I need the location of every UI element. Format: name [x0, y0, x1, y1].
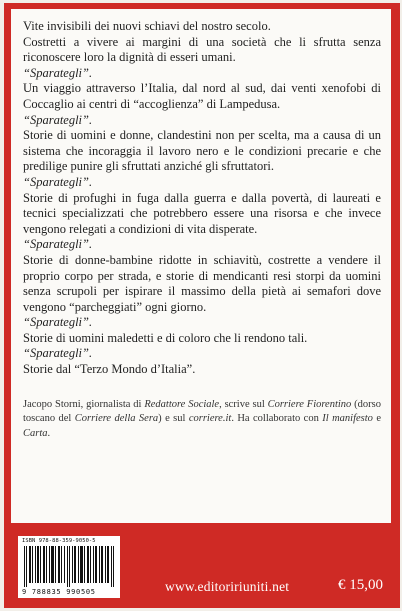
refrain-3: “Sparategli”.: [23, 174, 93, 189]
author-bio-text-5: . Ha collaborato con: [231, 413, 323, 425]
publication-il-manifesto: Il manifesto: [322, 413, 373, 425]
publication-redattore-sociale: Redattore Sociale: [144, 398, 220, 410]
refrain-4: “Sparategli”.: [23, 237, 93, 252]
refrain-1: “Sparategli”.: [23, 65, 93, 80]
barcode-icon: [22, 546, 116, 587]
blurb-panel: [11, 9, 391, 523]
publication-carta: Carta: [23, 427, 48, 439]
author-bio-text-3: (dorso toscano del: [23, 398, 381, 425]
author-name: Jacopo Storni: [23, 398, 81, 410]
blurb-paragraph-1: Vite invisibili dei nuovi schiavi del nostro secolo.: [23, 19, 271, 33]
blurb-paragraph-8: Storie dal “Terzo Mondo d’Italia”.: [23, 362, 196, 377]
author-bio: [23, 398, 381, 442]
isbn-label: ISBN 978-88-359-9050-5: [22, 538, 96, 544]
blurb-text: [23, 19, 381, 378]
blurb-paragraph-2: Costretti a vivere ai margini di una società che li sfrutta senza riconoscere loro la dignità di esseri umani.: [23, 34, 381, 65]
blurb-paragraph-5: Storie di profughi in fuga dalla guerra e dalla povertà, di laureati e tecnici specializzati che potrebbero essere una risorsa e che invece vengono relegati a condizioni di vita disperate.: [23, 190, 381, 236]
isbn-barcode: [18, 536, 120, 598]
refrain-2: “Sparategli”.: [23, 112, 93, 127]
refrain-5: “Sparategli”.: [23, 315, 93, 330]
refrain-6: “Sparategli”.: [23, 346, 93, 361]
barcode-digits: 9 788835 990505: [22, 588, 96, 596]
publication-corriere-della-sera: Corriere della Sera: [74, 413, 159, 425]
blurb-paragraph-6: Storie di donne-bambine ridotte in schiavitù, costrette a vendere il proprio corpo per strada, e storie di mendicanti resi storpi da uomini senza scrupoli per ispirare il massimo della pietà ai semafori dove vengono “parcheggiati” ogni giorno.: [23, 252, 381, 314]
author-bio-text-1: , giornalista di: [80, 398, 145, 410]
author-bio-text-7: .: [47, 427, 51, 439]
publication-corriere-it: corriere.it: [188, 413, 232, 425]
publisher-website: www.editoririuniti.net: [165, 579, 290, 594]
publication-corriere-fiorentino: Corriere Fiorentino: [267, 398, 352, 410]
author-bio-text-4: ) e sul: [158, 413, 189, 425]
blurb-paragraph-3: Un viaggio attraverso l’Italia, dal nord al sud, dai venti xenofobi di Coccaglio ai centri di “accoglienza” di Lampedusa.: [23, 81, 381, 111]
blurb-paragraph-7: Storie di uomini maledetti e di coloro che li rendono tali.: [23, 330, 308, 345]
price-label: € 15,00: [338, 577, 383, 593]
blurb-paragraph-4: Storie di uomini e donne, clandestini non per scelta, ma a causa di un sistema che incoraggia il lavoro nero e le condizioni precarie e che predilige punire gli sfruttati anziché gli sfruttatori.: [23, 128, 381, 174]
author-bio-text-2: , scrive sul: [219, 398, 268, 410]
author-bio-text-6: e: [372, 413, 381, 425]
